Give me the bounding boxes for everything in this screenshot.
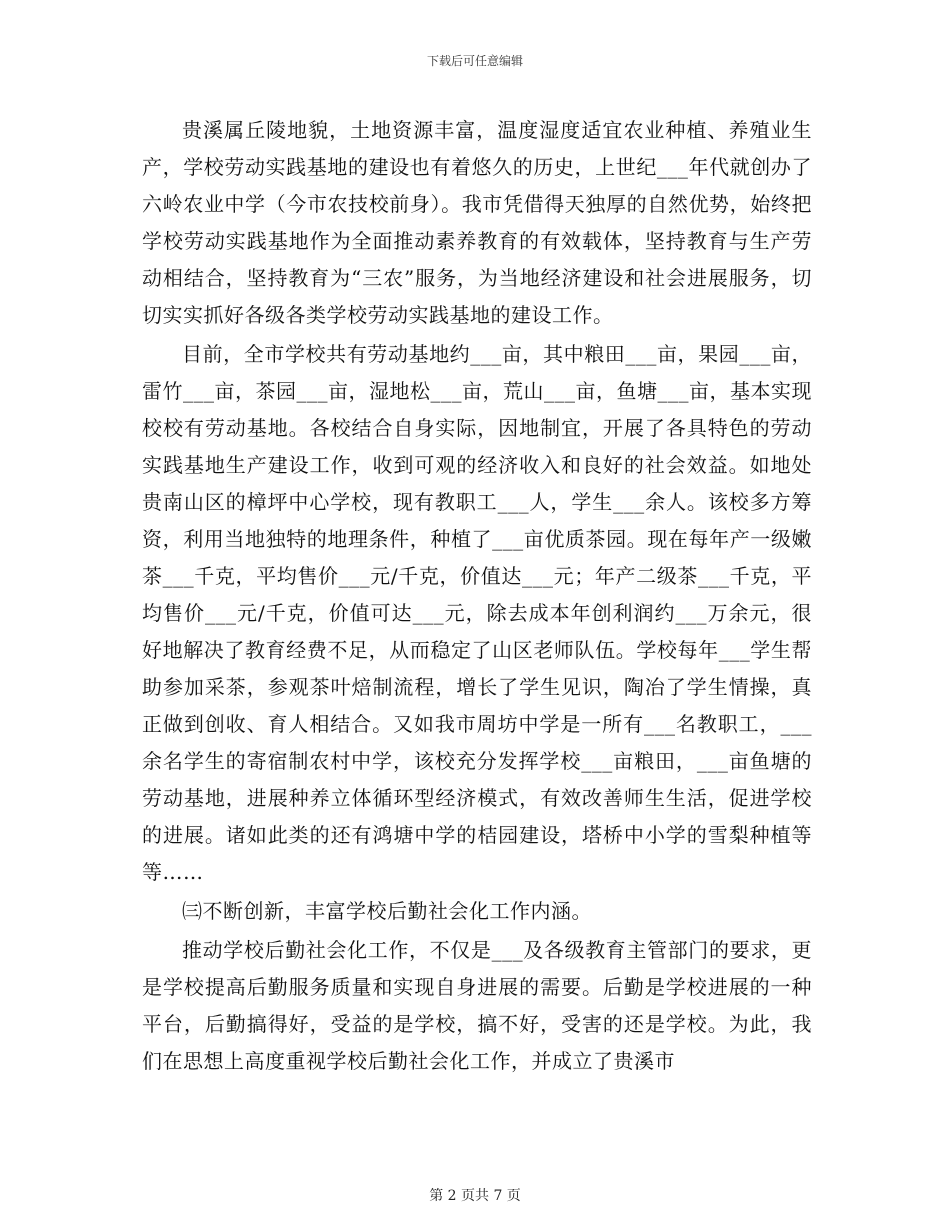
section-heading: ㈢不断创新，丰富学校后勤社会化工作内涵。 [182,899,592,923]
paragraph-logistics: 推动学校后勤社会化工作，不仅是___及各级教育主管部门的要求，更是学校提高后勤服务质量和实现自身进展的需要。后勤是学校进展的一种平台，后勤搞得好，受益的是学校，搞不好，受害的还是学校。为此，我们在思想上高度重视学校后勤社会化工作，并成立了贵溪市 [142,938,812,1073]
page-number: 第 2 页共 7 页 [429,1188,521,1204]
page-header: 下载后可任意编辑 [426,54,523,68]
paragraph-history: 贵溪属丘陵地貌，土地资源丰富，温度湿度适宜农业种植、养殖业生产，学校劳动实践基地的建设也有着悠久的历史，上世纪___年代就创办了六岭农业中学（今市农技校前身）。我市凭借得天独厚的自然优势，始终把学校劳动实践基地作为全面推动素养教育的有效载体，坚持教育与生产劳动相结合，坚持教育为“三农”服务，为当地经济建设和社会进展服务，切切实实抓好各级各类学校劳动实践基地的建设工作。 [142,118,812,327]
document-body [142,112,812,1080]
paragraph-current-status: 目前，全市学校共有劳动基地约___亩，其中粮田___亩，果园___亩，雷竹___亩，茶园___亩，湿地松___亩，荒山___亩，鱼塘___亩，基本实现校校有劳动基地。各校结合自身实际，因地制宜，开展了各具特色的劳动实践基地生产建设工作，收到可观的经济收入和良好的社会效益。如地处贵南山区的樟坪中心学校，现有教职工___人，学生___余人。该校多方筹资，利用当地独特的地理条件，种植了___亩优质茶园。现在每年产一级嫩茶___千克，平均售价___元/千克，价值达___元；年产二级茶___千克，平均售价___元/千克，价值可达___元，除去成本年创利润约___万余元，很好地解决了教育经费不足，从而稳定了山区老师队伍。学校每年___学生帮助参加采茶，参观茶叶焙制流程，增长了学生见识，陶冶了学生情操，真正做到创收、育人相结合。又如我市周坊中学是一所有___名教职工，___余名学生的寄宿制农村中学，该校充分发挥学校___亩粮田，___亩鱼塘的劳动基地，进展种养立体循环型经济模式，有效改善师生生活，促进学校的进展。诸如此类的还有鸿塘中学的桔园建设，塔桥中小学的雪梨种植等等…… [142,342,812,884]
